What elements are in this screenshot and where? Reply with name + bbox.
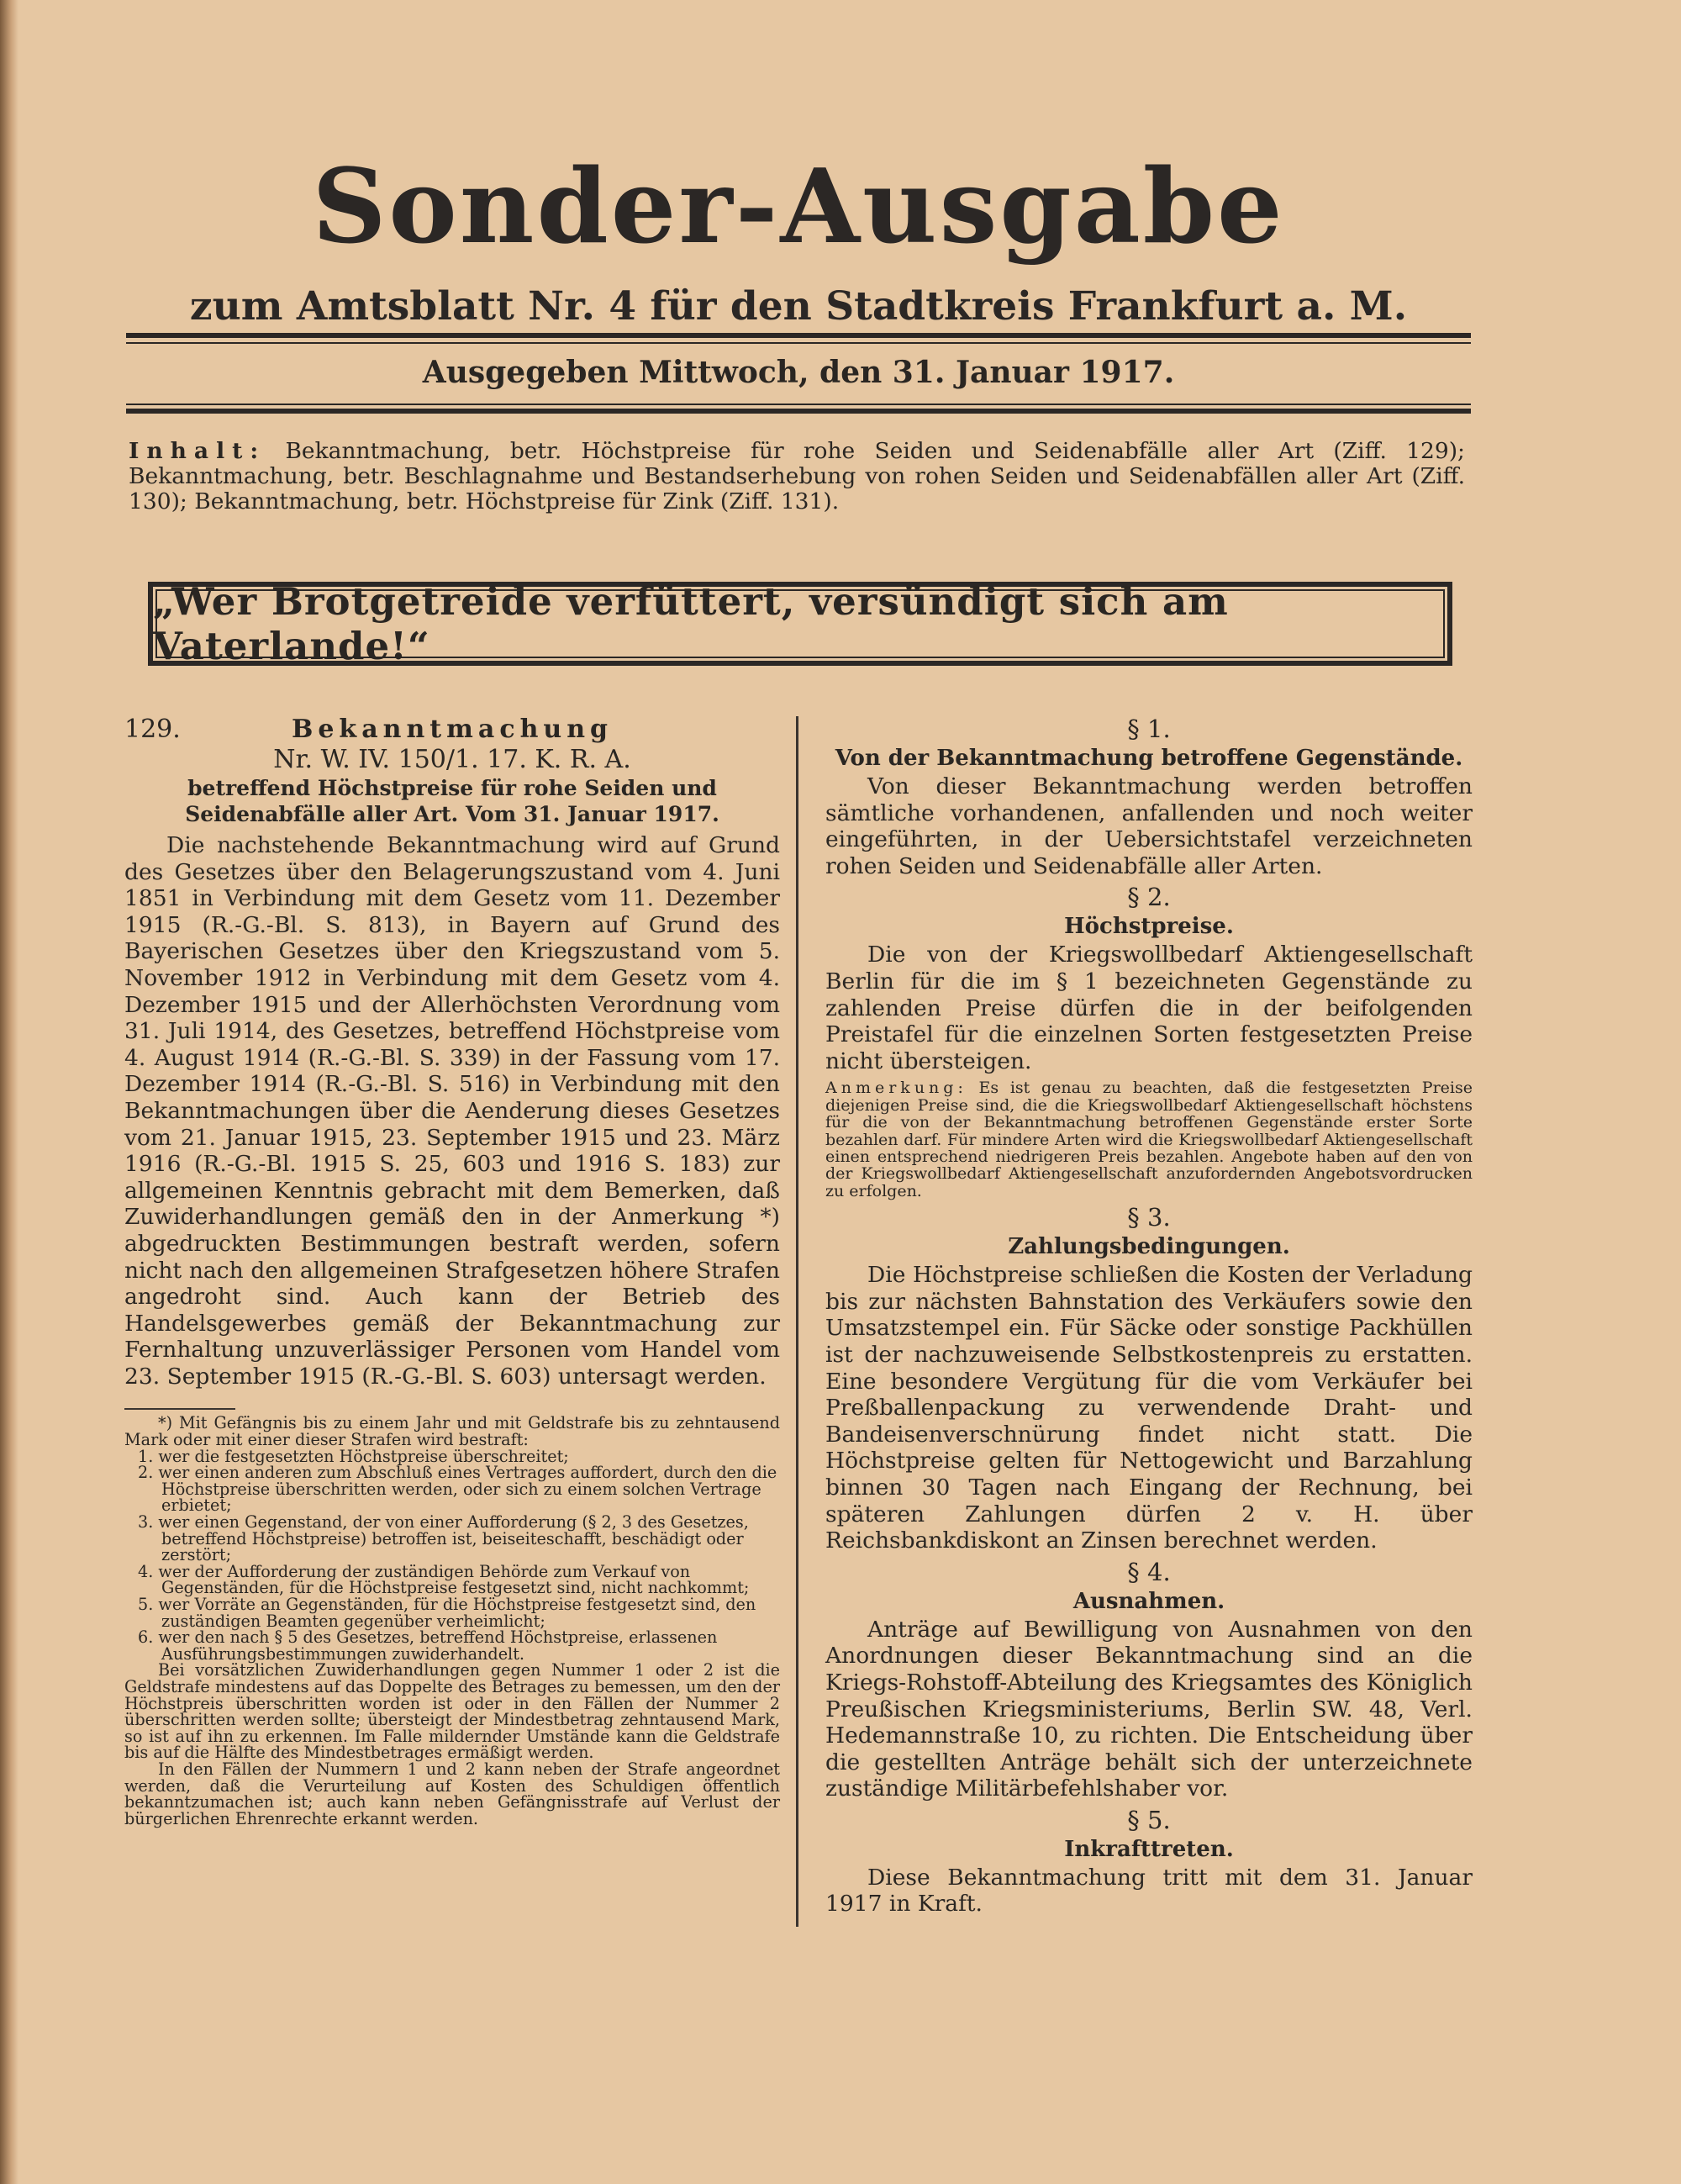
footnote-item-5: 5. wer Vorräte an Gegenständen, für die Höchstpreise festgesetzt sind, den zuständigen Beamten gegenüber verheimlicht;: [138, 1595, 756, 1631]
masthead: [126, 143, 1471, 336]
footnote-item-3: 3. wer einen Gegenstand, der von einer Aufforderung (§ 2, 3 des Gesetzes, betreffend Höchstpreise) betroffen ist, beiseiteschafft, beschädigt oder zerstört;: [138, 1512, 749, 1565]
masthead-title: Sonder-Ausgabe: [312, 145, 1285, 266]
note-label: Anmerkung:: [825, 1079, 967, 1098]
contents-label: Inhalt:: [129, 438, 266, 464]
section-5-text: Diese Bekanntmachung tritt mit dem 31. Januar 1917 in Kraft.: [825, 1864, 1473, 1918]
section-2-number: § 2.: [1127, 883, 1171, 912]
bottom-rule-thick: [126, 409, 1471, 414]
announcement-heading: Bekanntmachung: [291, 715, 613, 744]
section-3-number: § 3.: [1127, 1203, 1171, 1232]
section-4-text: Anträge auf Bewilligung von Ausnahmen von den Anordnungen dieser Bekanntmachung sind an die Kriegs-Rohstoff-Abteilung des Kriegsamtes des Königlich Preußischen Kriegsministeriums, Berlin SW. 48, Verl. Hedemannstraße 10, zu richten. Die Entscheidung über die gestellten Anträge behält sich der unterzeichnete zuständige Militärbefehlshaber vor.: [825, 1616, 1473, 1802]
footnote-paragraph-2: In den Fällen der Nummern 1 und 2 kann neben der Strafe angeordnet werden, daß die Verurteilung auf Kosten des Schuldigen öffentlich bekanntzumachen ist; auch kann neben Gefängnisstrafe auf Verlust der bürgerlichen Ehrenrechte erkannt werden.: [124, 1759, 780, 1828]
page-binding-edge: [0, 0, 18, 2184]
section-4-number: § 4.: [1127, 1557, 1171, 1586]
section-3-title: Zahlungsbedingungen.: [1008, 1234, 1290, 1260]
section-5-number: § 5.: [1127, 1805, 1171, 1834]
footnote-item-6: 6. wer den nach § 5 des Gesetzes, betreffend Höchstpreise, erlassenen Ausführungsbestimmungen zuwiderhandelt.: [138, 1627, 718, 1664]
footnote-item-4: 4. wer der Aufforderung der zuständigen Behörde zum Verkauf von Gegenständen, für die Höchstpreise festgesetzt sind, nicht nachkommt;: [138, 1561, 750, 1598]
right-column: [825, 715, 1473, 1918]
announcement-body: Die nachstehende Bekanntmachung wird auf Grund des Gesetzes über den Belagerungszustand vom 4. Juni 1851 in Verbindung mit dem Gesetz vom 11. Dezember 1915 (R.-G.-Bl. S. 813), in Bayern auf Grund des Bayerischen Gesetzes über den Kriegszustand vom 5. November 1912 in Verbindung mit dem Gesetz vom 4. Dezember 1915 und der Allerhöchsten Verordnung vom 31. Juli 1914, des Gesetzes, betreffend Höchstpreise vom 4. August 1914 (R.-G.-Bl. S. 339) in der Fassung vom 17. Dezember 1914 (R.-G.-Bl. S. 516) in Verbindung mit den Bekanntmachungen über die Aenderung dieses Gesetzes vom 21. Januar 1915, 23. September 1915 und 23. März 1916 (R.-G.-Bl. 1915 S. 25, 603 und 1916 S. 183) zur allgemeinen Kenntnis gebracht mit dem Bemerken, daß Zuwiderhandlungen gemäß den in der Anmerkung *) abgedruckten Bestimmungen bestraft werden, sofern nicht nach den allgemeinen Strafgesetzen höhere Strafen angedroht sind. Auch kann der Betrieb des Handelsgewerbes gemäß der Bekanntmachung zur Fernhaltung unzuverlässiger Personen vom Handel vom 23. September 1915 (R.-G.-Bl. S. 603) untersagt werden.: [124, 832, 780, 1390]
footnote-rule: [124, 1408, 235, 1410]
section-1-number: § 1.: [1127, 715, 1171, 743]
motto-box: [148, 579, 1452, 668]
section-2-title: Höchstpreise.: [1064, 914, 1234, 940]
section-3-text: Die Höchstpreise schließen die Kosten der Verladung bis zur nächsten Bahnstation des Verkäufers sowie den Umsatzstempel ein. Für Säcke oder sonstige Packhüllen ist der nachzuweisende Selbstkostenpreis zu erstatten. Eine besondere Vergütung für die vom Verkäufer bei Preßballenpackung zu verwendende Draht- und Bandeisenverschnürung findet nicht statt. Die Höchstpreise gelten für Nettogewicht und Barzahlung binnen 30 Tagen nach Eingang der Rechnung, bei späteren Zahlungen dürfen 2 v. H. über Reichsbankdiskont an Zinsen berechnet werden.: [825, 1262, 1473, 1554]
article-number: 129.: [124, 715, 181, 744]
section-4-title: Ausnahmen.: [1072, 1588, 1225, 1614]
footnote-item-1: 1. wer die festgesetzten Höchstpreise überschreitet;: [138, 1446, 569, 1466]
footnote-item-2: 2. wer einen anderen zum Abschluß eines Vertrages auffordert, durch den die Höchstpreise überschritten werden, oder sich zu einem solchen Vertrage erbietet;: [138, 1463, 777, 1516]
masthead-subtitle: zum Amtsblatt Nr. 4 für den Stadtkreis Frankfurt a. M.: [189, 283, 1408, 330]
section-2-text: Die von der Kriegswollbedarf Aktiengesellschaft Berlin für die im § 1 bezeichneten Gegenstände zu zahlenden Preise dürfen die in der beifolgenden Preistafel für die einzelnen Sorten festgesetzten Preise nicht übersteigen.: [825, 942, 1473, 1074]
section-5-title: Inkrafttreten.: [1064, 1836, 1234, 1862]
top-rule-thin: [126, 342, 1471, 344]
section-1-text: Von dieser Bekanntmachung werden betroffen sämtliche vorhandenen, anfallenden und noch weiter eingeführten, in der Uebersichtstafel verzeichneten rohen Seiden und Seidenabfälle aller Arten.: [825, 773, 1473, 879]
contents-text: Bekanntmachung, betr. Höchstpreise für rohe Seiden und Seidenabfälle aller Art (Ziff. 129); Bekanntmachung, betr. Beschlagnahme und Bestandserhebung von rohen Seiden und Seidenabfällen aller Art (Ziff. 130); Bekanntmachung, betr. Höchstpreise für Zink (Ziff. 131).: [129, 438, 1465, 514]
footnote-intro: *) Mit Gefängnis bis zu einem Jahr und mit Geldstrafe bis zu zehntausend Mark oder mit einer dieser Strafen wird bestraft:: [124, 1413, 780, 1450]
section-2-note: [825, 1079, 1473, 1200]
motto-text: „Wer Brotgetreide verfüttert, versündigt sich am Vaterlande!“: [153, 579, 1229, 668]
footnote-paragraph-1: Bei vorsätzlichen Zuwiderhandlungen gegen Nummer 1 oder 2 ist die Geldstrafe mindestens auf das Doppelte des Betrages zu bemessen, um den der Höchstpreis überschritten worden ist oder in den Fällen der Nummer 2 überschritten werden sollte; übersteigt der Mindestbetrag zehntausend Mark, so ist auf ihn zu erkennen. Im Falle mildernder Umstände kann die Geldstrafe bis auf die Hälfte des Mindestbetrages ermäßigt werden.: [124, 1660, 780, 1763]
section-1-title: Von der Bekanntmachung betroffene Gegenstände.: [835, 746, 1463, 771]
issue-date-line: Ausgegeben Mittwoch, den 31. Januar 1917.: [422, 355, 1175, 390]
announcement-reference: Nr. W. IV. 150/1. 17. K. R. A.: [273, 745, 631, 774]
announcement-subject: betreffend Höchstpreise für rohe Seiden und Seidenabfälle aller Art. Vom 31. Januar 1917.: [185, 776, 719, 826]
left-column: [124, 715, 780, 1827]
announcement-heading-row: [124, 715, 780, 745]
top-rule-thick: [126, 333, 1471, 338]
bottom-rule-thin: [126, 404, 1471, 405]
column-divider: [796, 716, 798, 1927]
note-text: Es ist genau zu beachten, daß die festgesetzten Preise diejenigen Preise sind, die die Kriegswollbedarf Aktiengesellschaft höchstens für die von der Bekanntmachung betroffenen Gegenstände erster Sorte bezahlen darf. Für mindere Arten wird die Kriegswollbedarf Aktiengesellschaft einen entsprechend niedrigeren Preis bezahlen. Angebote haben auf den von der Kriegswollbedarf Aktiengesellschaft anzufordernden Angebotsvordrucken zu erfolgen.: [825, 1079, 1473, 1200]
table-of-contents: [129, 439, 1465, 514]
